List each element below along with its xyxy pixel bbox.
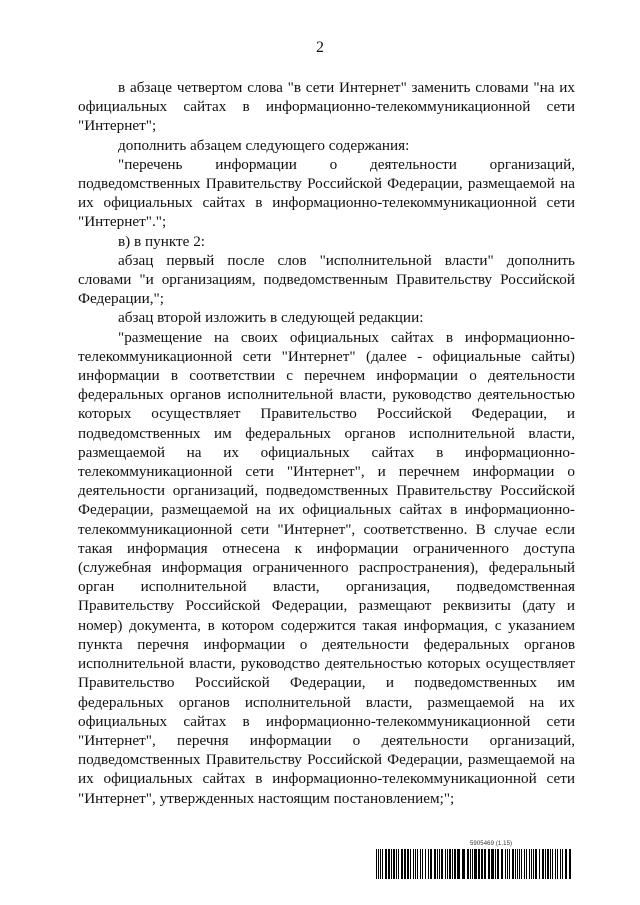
document-body — [78, 78, 575, 808]
barcode-icon — [376, 849, 571, 879]
page-number: 2 — [316, 39, 324, 56]
document-code: 5905469 (1.15) — [470, 841, 513, 847]
paragraph-4: в) в пункте 2: — [118, 232, 206, 250]
paragraph-1: в абзаце четвертом слова "в сети Интернет" заменить словами "на их официальных сайтах в информационно-телекоммуникационной сети "Интернет"; — [78, 79, 575, 135]
paragraph-2: дополнить абзацем следующего содержания: — [118, 136, 410, 154]
paragraph-3: "перечень информации о деятельности организаций, подведомственных Правительству Российской Федерации, размещаемой на их официальных сайтах в информационно-телекоммуникационной сети "Интернет"."; — [78, 155, 575, 231]
paragraph-5: абзац первый после слов "исполнительной власти" дополнить словами "и организациям, подведомственным Правительству Российской Федерации,"; — [78, 251, 575, 308]
paragraph-7: "размещение на своих официальных сайтах в информационно-телекоммуникационной сети "Интернет" (далее - официальные сайты) информации в соответствии с перечнем информации о деятельности федеральных органов исполнительной власти, руководство деятельностью которых осуществляет Правительство Российской Федерации, и подведомственных им федеральных органов исполнительной власти, размещаемой на их официальных сайтах в информационно-телекоммуникационной сети "Интернет", и перечнем информации о деятельности организаций, подведомственных Правительству Российской Федерации, размещаемой на их официальных сайтах в информационно-телекоммуникационной сети "Интернет", соответственно. В случае если такая информация отнесена к информации ограниченного доступа (служебная информация ограниченного распространения), федеральный орган исполнительной власти, организация, подведомственная Правительству Российской Федерации, размещают реквизиты (дату и номер) документа, в котором содержится такая информация, с указанием пункта перечня информации о деятельности федеральных органов исполнительной власти, руководство деятельностью которых осуществляет Правительство Российской Федерации, и подведомственных им федеральных органов исполнительной власти, размещаемой на их официальных сайтах в информационно-телекоммуникационной сети "Интернет", перечня информации о деятельности организаций, подведомственных Правительству Российской Федерации, размещаемой на их официальных сайтах в информационно-телекоммуникационной сети "Интернет", утвержденных настоящим постановлением;"; — [78, 328, 575, 807]
paragraph-6: абзац второй изложить в следующей редакции: — [118, 309, 424, 327]
